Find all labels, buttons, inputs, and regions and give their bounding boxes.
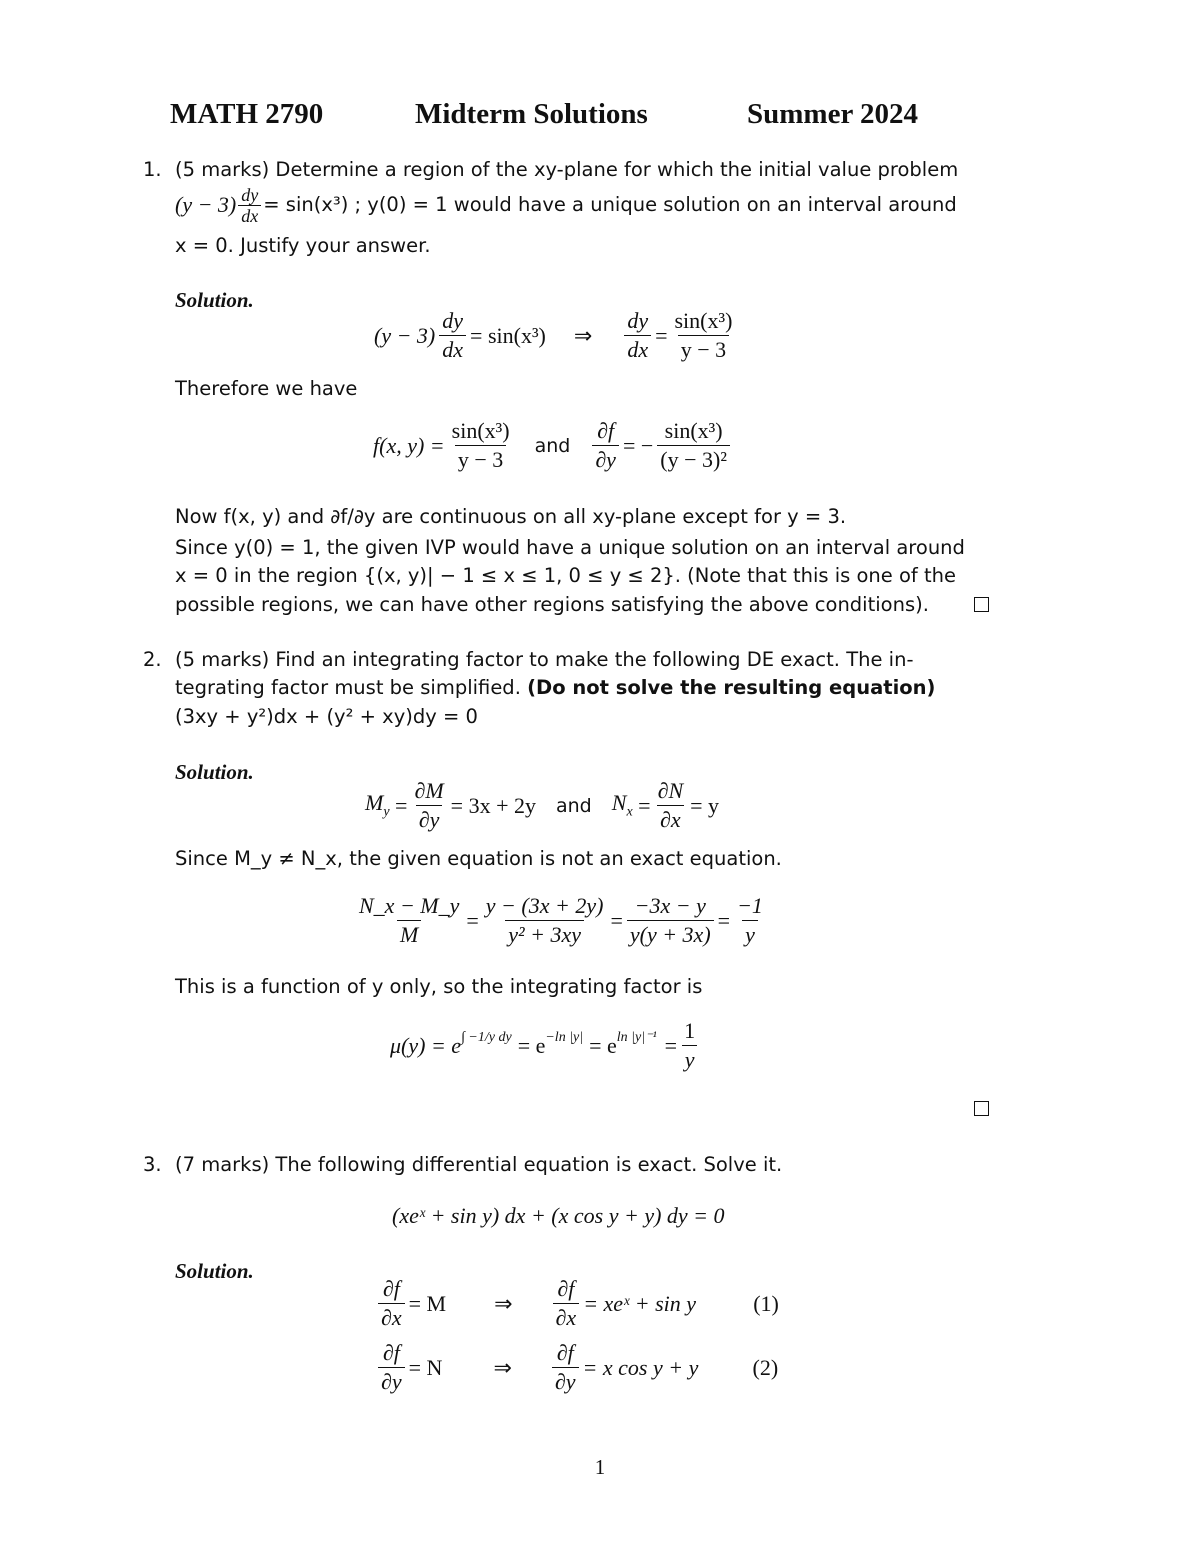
q2-integrating-factor <box>390 1018 702 1073</box>
q1-line2-lhs: (y − 3) <box>175 192 237 218</box>
q1-line2-derivative <box>238 186 261 225</box>
partial-x: ∂x <box>657 805 684 833</box>
fraction-denominator: (y − 3)² <box>657 445 730 473</box>
fraction-denominator: M <box>397 920 421 948</box>
partial-y: ∂y <box>552 1367 579 1395</box>
fraction-numerator: sin(x³) <box>664 418 723 443</box>
eq-term: = sin(x³) <box>470 322 546 348</box>
dx-denominator: dx <box>624 335 651 363</box>
eq-term: = x cos y + y <box>582 1354 699 1380</box>
fraction-denominator: y <box>742 920 758 948</box>
q2-equation: (3xy + y²)dx + (y² + xy)dy = 0 <box>175 705 478 728</box>
document-title: Midterm Solutions <box>415 98 648 130</box>
mu-term: = e <box>589 1032 617 1058</box>
q2-line1: (5 marks) Find an integrating factor to make the following DE exact. The in- <box>175 648 914 671</box>
partial-f: ∂f <box>382 1276 400 1301</box>
mu-term: μ(y) = e <box>390 1032 462 1058</box>
q1-since-line: Since y(0) = 1, the given IVP would have a unique solution on an interval around <box>175 536 965 559</box>
fraction-numerator: sin(x³) <box>451 418 510 443</box>
solution-label: Solution. <box>175 760 254 784</box>
fraction-denominator: y − 3 <box>678 335 729 363</box>
question-number: 2. <box>143 648 162 671</box>
fraction-denominator: y² + 3xy <box>505 920 584 948</box>
q1-line3: x = 0. Justify your answer. <box>175 234 431 257</box>
q3-equation: (xeˣ + sin y) dx + (x cos y + y) dy = 0 <box>392 1203 725 1228</box>
qed-box <box>974 597 989 612</box>
Nx-symbol: $N_x$ <box>611 790 633 820</box>
q1-line2-rest: = sin(x³) ; y(0) = 1 would have a unique solution on an interval around <box>263 193 957 217</box>
implies-arrow: ⇒ <box>573 322 593 348</box>
q2-partials: $M_y$ = $\frac{\partial M}{\partial y}$ = 3x + 2y and $N_x$ = $\frac{\partial N}{\partial x}$ = y <box>365 778 720 832</box>
fraction-numerator: N_x − M_y <box>359 893 460 918</box>
partial-y: ∂y <box>592 445 619 473</box>
eq-term: = xeˣ + sin y <box>583 1290 697 1316</box>
q1-continuity-line: Now f(x, y) and ∂f/∂y are continuous on all xy-plane except for y = 3. <box>175 505 847 528</box>
equation-tag: (1) <box>753 1290 779 1316</box>
q2-function-line: This is a function of y only, so the integrating factor is <box>175 975 703 998</box>
implies-arrow: ⇒ <box>493 1354 512 1380</box>
My-value: = 3x + 2y <box>450 792 536 818</box>
exponent: −ln |y| <box>545 1029 584 1045</box>
q3-line1: (7 marks) The following differential equation is exact. Solve it. <box>175 1153 783 1176</box>
partial-y: ∂y <box>378 1367 405 1395</box>
eq-term: f(x, y) = <box>373 432 445 458</box>
dy-numerator: dy <box>442 308 464 333</box>
q2-line2-text: tegrating factor must be simplified. <box>175 676 521 699</box>
partial-x: ∂x <box>378 1303 405 1331</box>
fraction-numerator: 1 <box>684 1018 696 1043</box>
equation-tag: (2) <box>752 1354 779 1380</box>
q1-line1: (5 marks) Determine a region of the xy-plane for which the initial value problem <box>175 158 959 181</box>
qed-box <box>974 1101 989 1116</box>
term-label: Summer 2024 <box>747 98 919 130</box>
q2-line2 <box>175 674 935 703</box>
q1-region-line: x = 0 in the region {(x, y)| − 1 ≤ x ≤ 1, 0 ≤ y ≤ 2}. (Note that this is one of the <box>175 564 956 587</box>
page-number: 1 <box>594 1455 606 1479</box>
course-code: MATH 2790 <box>170 98 324 130</box>
q1-equation-2 <box>373 418 734 473</box>
partial-y: ∂y <box>416 805 443 833</box>
exponent: ln |y|⁻¹ <box>616 1030 657 1045</box>
q1-equation-1: (y − 3) $\frac{dy}{dx}$ = sin(x³) ⇒ $\frac{dy}{dx}$ = $\frac{\text{sin(x³)}}{y - 3}$ <box>374 308 739 363</box>
eq-term: (y − 3) <box>374 322 436 348</box>
fraction-numerator: −3x − y <box>634 893 706 918</box>
Nx-value: = y <box>690 792 720 818</box>
solution-label: Solution. <box>175 288 254 312</box>
partial-f: ∂f <box>556 1340 574 1365</box>
therefore-line: Therefore we have <box>175 377 358 400</box>
dy-numerator: dy <box>627 308 649 333</box>
fraction-numerator: −1 <box>737 893 763 918</box>
eq-term: = N <box>408 1354 443 1380</box>
mu-term: = e <box>517 1032 546 1058</box>
partial-M: ∂M <box>414 778 444 803</box>
implies-arrow: ⇒ <box>494 1290 513 1316</box>
question-number: 1. <box>143 158 162 181</box>
partial-N: ∂N <box>657 778 684 803</box>
eq-term: = − <box>622 432 654 458</box>
fraction-numerator: sin(x³) <box>674 308 733 333</box>
q1-possible-line: possible regions, we can have other regions satisfying the above conditions). <box>175 593 929 616</box>
q2-ratio-chain: $\frac{N\_x - M\_y}{M}$ = $\frac{y - (3x + 2y)}{\text{y² + 3xy}}$ = $\frac{-3x - y}{y(y + 3x)}$ = $\frac{-1}{y}$ <box>352 893 770 948</box>
equals: = <box>664 1032 678 1058</box>
fraction-denominator: y(y + 3x) <box>627 920 714 948</box>
solution-label: Solution. <box>175 1259 254 1283</box>
dx-denominator: dx <box>238 205 261 225</box>
partial-f: ∂f <box>597 418 615 443</box>
exponent: ∫ −1/y dy <box>461 1029 512 1045</box>
My-symbol: $M_y$ <box>365 790 390 820</box>
partial-f: ∂f <box>557 1276 575 1301</box>
q3-row-2 <box>374 1340 778 1395</box>
partial-f: ∂f <box>382 1340 400 1365</box>
q1-line2 <box>175 186 957 225</box>
fraction-denominator: y <box>682 1045 698 1073</box>
dx-denominator: dx <box>439 335 466 363</box>
q3-row-1 <box>374 1276 779 1331</box>
fraction-denominator: y − 3 <box>455 445 506 473</box>
partial-x: ∂x <box>553 1303 580 1331</box>
fraction-numerator: y − (3x + 2y) <box>485 893 604 918</box>
eq-term: = M <box>408 1290 447 1316</box>
dy-numerator: dy <box>241 185 259 205</box>
and-word: and <box>556 794 592 817</box>
question-number: 3. <box>143 1153 162 1176</box>
q2-instruction-bold: (Do not solve the resulting equation) <box>527 676 936 699</box>
q2-since-line: Since M_y ≠ N_x, the given equation is not an exact equation. <box>175 847 782 870</box>
and-word: and <box>534 434 571 457</box>
